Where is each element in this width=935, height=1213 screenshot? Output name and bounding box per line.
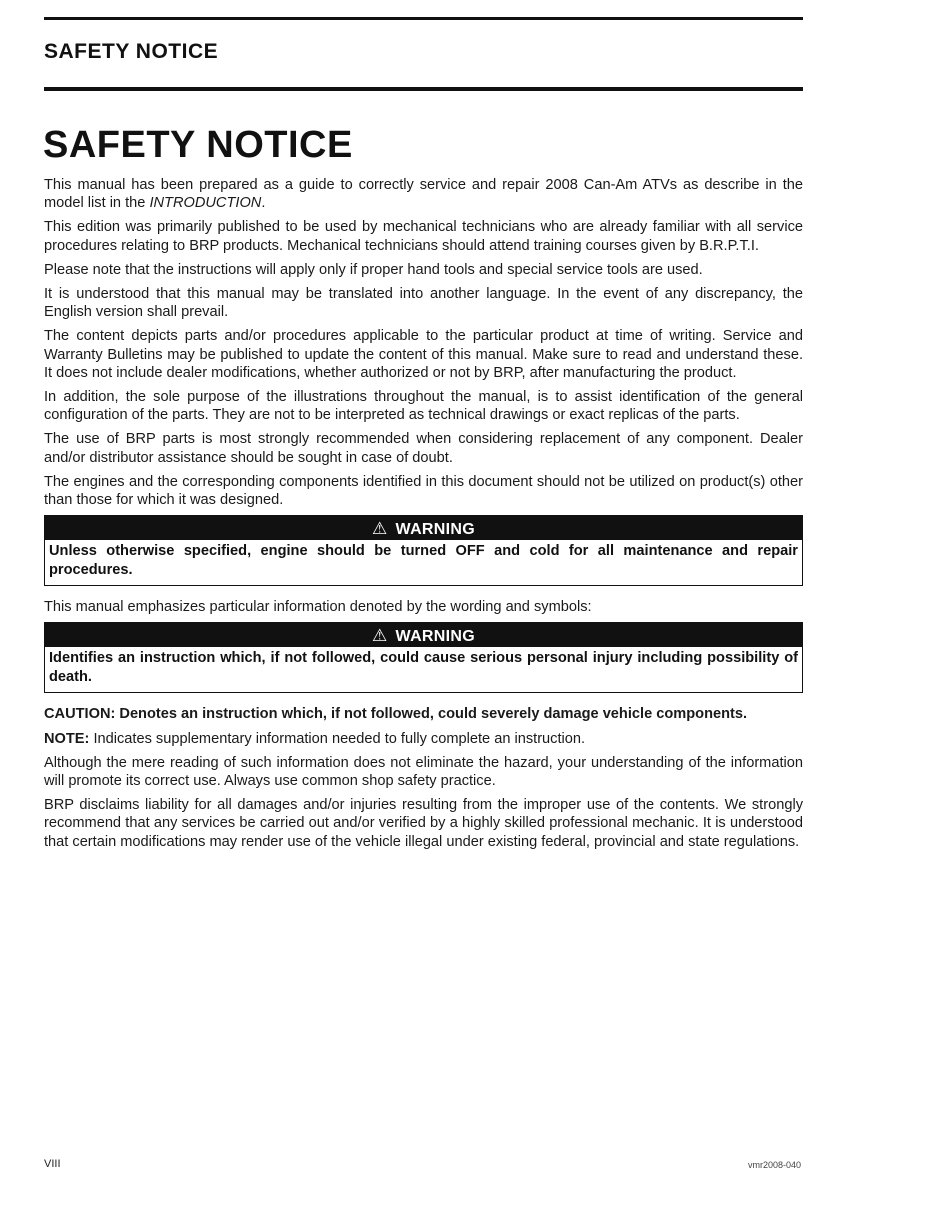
note-definition <box>44 730 803 748</box>
warning-box-engine <box>44 515 803 586</box>
paragraph-text: This manual has been prepared as a guide to correctly service and repair 2008 Can-Am ATVs as describe in the model list in the <box>44 177 803 212</box>
warning-body: Identifies an instruction which, if not followed, could cause serious personal injury including possibility of death. <box>49 650 798 686</box>
warning-title: WARNING <box>395 521 475 539</box>
page-title: SAFETY NOTICE <box>43 124 353 166</box>
warning-triangle-icon: ⚠ <box>372 519 388 539</box>
header-bottom-rule <box>44 87 803 91</box>
caution-definition <box>44 705 803 723</box>
paragraph-illustrations: In addition, the sole purpose of the illustrations throughout the manual, is to assist identification of the general configuration of the parts. They are not to be interpreted as technical drawings or exact replicas of the parts. <box>44 389 803 424</box>
header-top-rule <box>44 17 803 20</box>
warning-triangle-icon: ⚠ <box>372 626 388 646</box>
paragraph-engines: The engines and the corresponding components identified in this document should not be utilized on product(s) other than those for which it was designed. <box>44 473 803 509</box>
document-code: vmr2008-040 <box>748 1160 802 1170</box>
paragraph-emphasis: This manual emphasizes particular information denoted by the wording and symbols: <box>44 599 592 616</box>
warning-header <box>45 516 802 540</box>
warning-header <box>45 623 802 647</box>
paragraph-content: The content depicts parts and/or procedures applicable to the particular product at time of writing. Service and Warranty Bulletins may be published to update the content of this manual. Make sure to read and understand these. It does not include dealer modifications, whether authorized or not by BRP, after manufacturing the product. <box>44 328 803 381</box>
caution-label: CAUTION: <box>44 706 116 723</box>
paragraph-translation: It is understood that this manual may be translated into another language. In the event of any discrepancy, the English version shall prevail. <box>44 286 803 321</box>
warning-box-definition <box>44 622 803 693</box>
running-header-title: SAFETY NOTICE <box>44 40 219 63</box>
paragraph-hazard: Although the mere reading of such information does not eliminate the hazard, your understanding of the information will promote its correct use. Always use common shop safety practice. <box>44 754 803 790</box>
note-text: Indicates supplementary information needed to fully complete an instruction. <box>89 730 586 747</box>
paragraph-edition: This edition was primarily published to be used by mechanical technicians who are already familiar with all service procedures relating to BRP products. Mechanical technicians should attend training courses given by B.R.P.T.I. <box>44 219 803 254</box>
note-label: NOTE: <box>44 730 90 747</box>
introduction-reference: INTRODUCTION <box>149 195 262 212</box>
warning-title: WARNING <box>395 628 475 646</box>
caution-text: Denotes an instruction which, if not followed, could severely damage vehicle components. <box>115 706 748 723</box>
paragraph-tools: Please note that the instructions will apply only if proper hand tools and special service tools are used. <box>44 261 703 278</box>
paragraph-intro <box>44 176 803 212</box>
paragraph-disclaimer: BRP disclaims liability for all damages and/or injuries resulting from the improper use of the contents. We strongly recommend that any services be carried out and/or verified by a highly skilled professional mechanic. It is understood that certain modifications may render use of the vehicle illegal under existing federal, provincial and state regulations. <box>44 797 803 850</box>
paragraph-end: . <box>261 195 266 212</box>
content-body <box>44 176 803 857</box>
warning-body: Unless otherwise specified, engine should be turned OFF and cold for all maintenance and repair procedures. <box>49 543 798 579</box>
page-number: VIII <box>44 1158 61 1170</box>
paragraph-brp-parts: The use of BRP parts is most strongly recommended when considering replacement of any component. Dealer and/or distributor assistance should be sought in case of doubt. <box>44 431 803 466</box>
